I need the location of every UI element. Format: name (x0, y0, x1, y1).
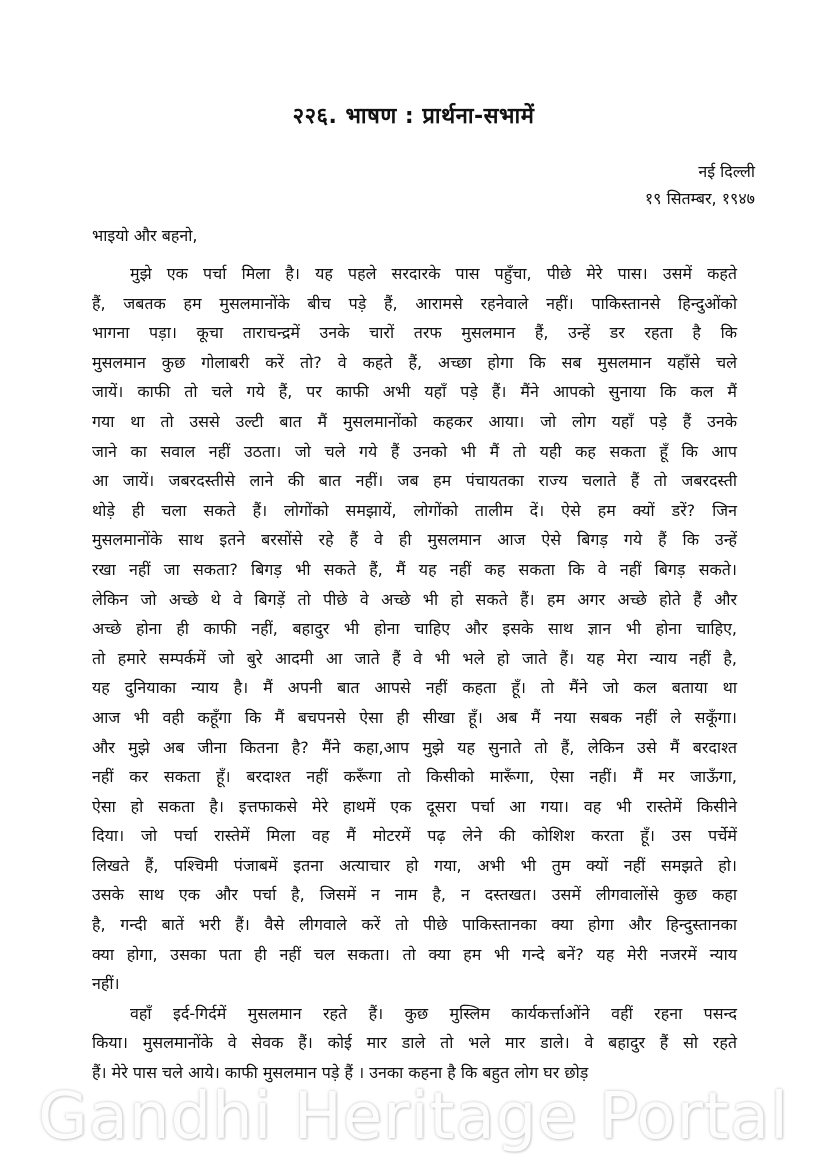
date: १९ सितम्बर, १९४७ (644, 189, 755, 208)
paragraph (92, 259, 737, 999)
text-line: नहीं। (92, 974, 120, 994)
place-date-block (645, 158, 755, 212)
speech-body (92, 259, 737, 1088)
text-line: नहीं कर सकता हूँ। बरदाश्त नहीं करूँगा तो किसीको मारूँगा, ऐसा नहीं। मैं मर जाऊँगा, (92, 767, 737, 787)
watermark: Gandhi Heritage Portal (38, 1080, 789, 1154)
text-line: रखा नहीं जा सकता? बिगड़ भी सकते हैं, मैं यह नहीं कह सकता कि वे नहीं बिगड़ सकते। (92, 559, 737, 579)
text-line: वहाँ इर्द-गिर्दमें मुसलमान रहते हैं। कुछ मुस्लिम कार्यकर्त्ताओंने वहीं रहना पसन्द (130, 1003, 737, 1023)
text-line: मुसलमान कुछ गोलाबरी करें तो? वे कहते हैं, अच्छा होगा कि सब मुसलमान यहाँसे चले (92, 352, 737, 372)
text-line: हैं, जबतक हम मुसलमानोंके बीच पड़े हैं, आरामसे रहनेवाले नहीं। पाकिस्तानसे हिन्दुओंको (92, 293, 737, 313)
text-line: आज भी वही कहूँगा कि मैं बचपनसे ऐसा ही सीखा हूँ। अब मैं नया सबक नहीं ले सकूँगा। (92, 707, 737, 727)
text-line: गया था तो उससे उल्टी बात मैं मुसलमानोंको कहकर आया। जो लोग यहाँ पड़े हैं उनके (92, 411, 737, 431)
speech-title: २२६. भाषण : प्रार्थना-सभामें (292, 104, 535, 129)
text-line: यह दुनियाका न्याय है। मैं अपनी बात आपसे नहीं कहता हूँ। तो मैंने जो कल बताया था (92, 678, 737, 698)
text-line: दिया। जो पर्चा रास्तेमें मिला वह मैं मोटरमें पढ़ लेने की कोशिश करता हूँ। उस पर्चेमें (92, 826, 737, 846)
text-line: किया। मुसलमानोंके वे सेवक हैं। कोई मार डाले तो भले मार डाले। वे बहादुर हैं सो रहते (92, 1033, 737, 1053)
text-line: मुसलमानोंके साथ इतने बरसोंसे रहे हैं वे ही मुसलमान आज ऐसे बिगड़ गये हैं कि उन्हें (92, 530, 737, 550)
text-line: जाने का सवाल नहीं उठता। जो चले गये हैं उनको भी मैं तो यही कह सकता हूँ कि आप (92, 441, 737, 461)
place: नई दिल्ली (698, 162, 755, 181)
text-line: है, गन्दी बातें भरी हैं। वैसे लीगवाले करें तो पीछे पाकिस्तानका क्या होगा और हिन्दुस्तानका (92, 915, 737, 935)
paragraph (92, 999, 737, 1088)
text-line: जायें। काफी तो चले गये हैं, पर काफी अभी यहाँ पड़े हैं। मैंने आपको सुनाया कि कल मैं (92, 382, 737, 402)
text-line: लेकिन जो अच्छे थे वे बिगड़ें तो पीछे वे अच्छे भी हो सकते हैं। हम अगर अच्छे होते हैं और (92, 589, 737, 609)
text-line: उसके साथ एक और पर्चा है, जिसमें न नाम है, न दस्तखत। उसमें लीगवालोंसे कुछ कहा (92, 885, 737, 905)
text-line: ऐसा हो सकता है। इत्तफाकसे मेरे हाथमें एक दूसरा पर्चा आ गया। वह भी रास्तेमें किसीने (92, 796, 737, 816)
text-line: क्या होगा, उसका पता ही नहीं चल सकता। तो क्या हम भी गन्दे बनें? यह मेरी नजरमें न्याय (92, 944, 737, 964)
text-line: और मुझे अब जीना कितना है? मैंने कहा,आप मुझे यह सुनाते तो हैं, लेकिन उसे मैं बरदाश्त (92, 737, 737, 757)
text-line: हैं। मेरे पास चले आये। काफी मुसलमान पड़े हैं । उनका कहना है कि बहुत लोग घर छोड़ (92, 1063, 589, 1083)
text-line: अच्छे होना ही काफी नहीं, बहादुर भी होना चाहिए और इसके साथ ज्ञान भी होना चाहिए, (92, 619, 737, 639)
text-line: मुझे एक पर्चा मिला है। यह पहले सरदारके पास पहुँचा, पीछे मेरे पास। उसमें कहते (130, 264, 737, 283)
text-line: थोड़े ही चला सकते हैं। लोगोंको समझायें, लोगोंको तालीम दें। ऐसे हम क्यों डरें? जिन (92, 500, 737, 520)
salutation: भाइयो और बहनो, (92, 226, 198, 245)
text-line: आ जायें। जबरदस्तीसे लाने की बात नहीं। जब हम पंचायतका राज्य चलाते हैं तो जबरदस्ती (92, 471, 737, 491)
text-line: भागना पड़ा। कूचा ताराचन्द्रमें उनके चारों तरफ मुसलमान हैं, उन्हें डर रहता है कि (92, 323, 737, 343)
text-line: तो हमारे सम्पर्कमें जो बुरे आदमी आ जाते हैं वे भी भले हो जाते हैं। यह मेरा न्याय नहीं है, (92, 648, 737, 668)
text-line: लिखते हैं, पश्चिमी पंजाबमें इतना अत्याचार हो गया, अभी भी तुम क्यों नहीं समझते हो। (92, 855, 737, 875)
